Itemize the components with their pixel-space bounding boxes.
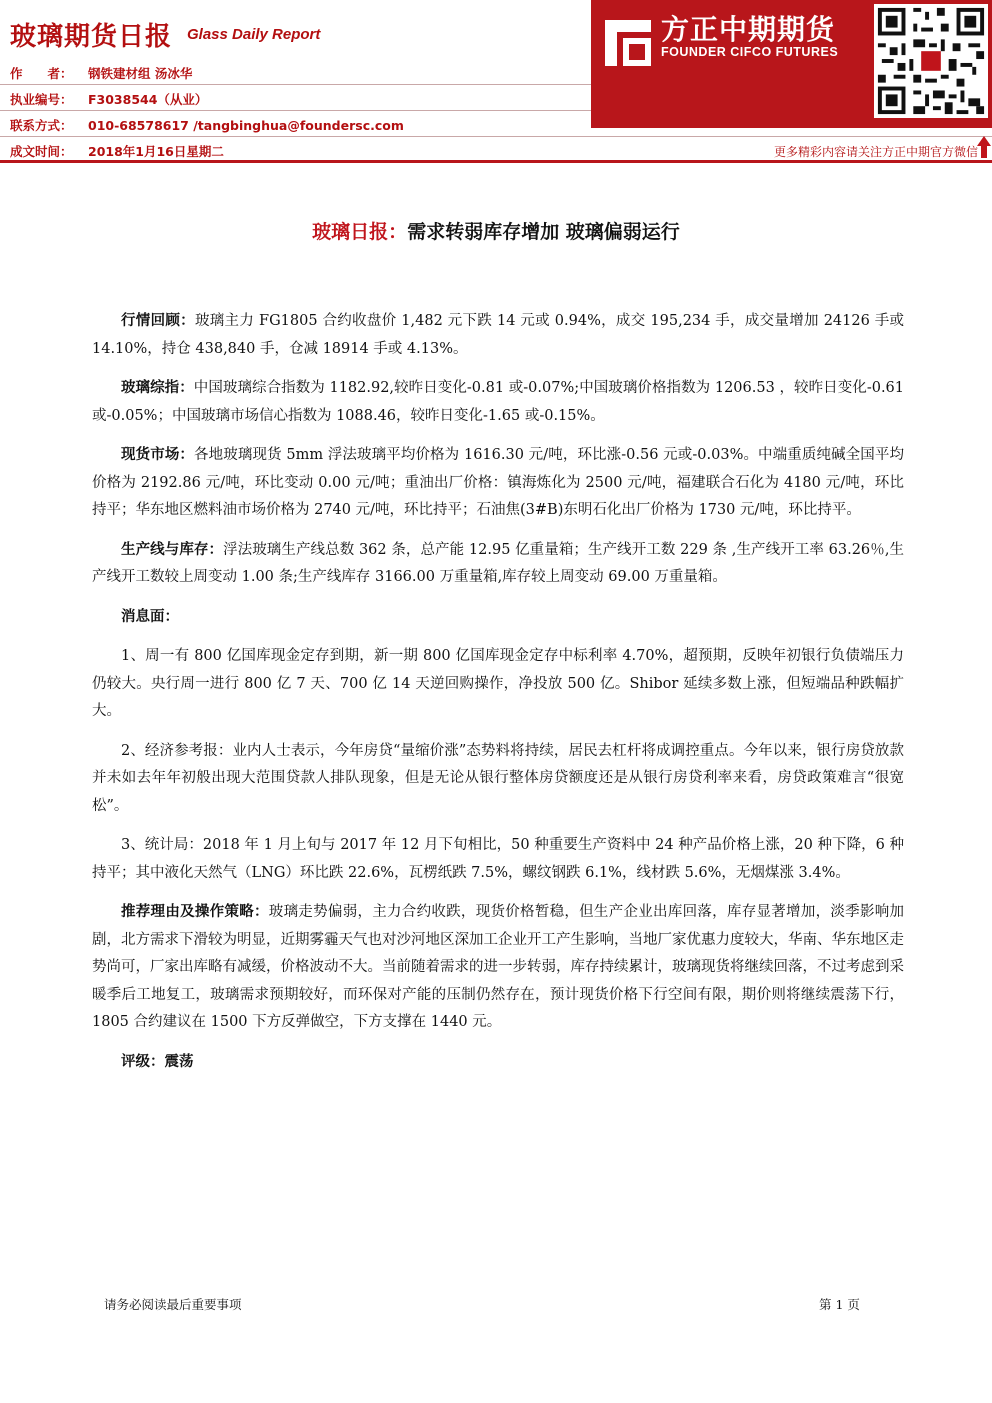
meta-date-key: 成文时间：	[10, 144, 73, 159]
meta-date-value: 2018年1月16日星期二	[88, 144, 224, 159]
section-news-heading	[92, 604, 904, 632]
meta-license-value: F3038544（从业）	[88, 92, 208, 107]
meta-author-key: 作 者：	[10, 66, 73, 81]
section-text: 玻璃主力 FG1805 合约收盘价 1,482 元下跌 14 元或 0.94%，成交 195,234 手，成交量增加 24126 手或 14.10%，持仓 438,840 手，仓减 18914 手或 4.13%。	[92, 313, 905, 357]
meta-date	[10, 142, 224, 160]
meta-author	[10, 64, 192, 82]
qr-code-icon	[874, 4, 988, 118]
follow-wechat-text: 更多精彩内容请关注方正中期官方微信	[773, 145, 978, 159]
founder-logo-icon	[605, 20, 651, 66]
section-label: 生产线与库存：	[121, 541, 224, 558]
brand-name-cn: 方正中期期货	[661, 13, 836, 46]
headline	[0, 217, 992, 244]
section-label: 玻璃综指：	[121, 380, 194, 396]
up-arrow-icon	[976, 134, 992, 160]
page-number: 第 1 页	[819, 1297, 860, 1312]
report-title: 玻璃期货日报	[10, 22, 173, 52]
meta-author-value: 钢铁建材组 汤冰华	[88, 66, 193, 81]
section-production	[92, 537, 904, 592]
section-label: 评级：	[121, 1053, 165, 1070]
footer-notice: 请务必阅读最后重要事项	[104, 1297, 242, 1312]
section-label: 推荐理由及操作策略：	[121, 904, 269, 920]
meta-license-key: 执业编号：	[10, 92, 73, 107]
section-text: 玻璃走势偏弱，主力合约收跌，现货价格暂稳，但生产企业出库回落，库存显著增加，淡季影响加剧，北方需求下滑较为明显，近期雾霾天气也对沙河地区深加工企业开工产生影响，当地厂家优惠力度较大，华南、华东地区走势尚可，厂家出库略有减缓，价格波动不大。当前随着需求的进一步转弱，库存持续累计，玻璃现货将继续回落，不过考虑到采暖季后工地复工，玻璃需求预期较好，而环保对产能的压制仍然存在，预计现货价格下行空间有限，期价则将继续震荡下行，1805 合约建议在 1500 下方反弹做空，下方支撑在 1440 元。	[92, 904, 905, 1030]
meta-divider	[0, 136, 992, 137]
meta-contact-value[interactable]: 010-68578617 /tangbinghua@foundersc.com	[88, 118, 404, 133]
section-label: 消息面：	[121, 608, 179, 625]
report-header	[0, 0, 992, 165]
section-text: 中国玻璃综合指数为 1182.92,较昨日变化-0.81 或-0.07%;中国玻璃价格指数为 1206.53 ，较昨日变化-0.61 或-0.05%；中国玻璃市场信心指数为 1088.46，较昨日变化-1.65 或-0.15%。	[92, 380, 905, 424]
brand-box	[591, 0, 992, 128]
brand-name-en: FOUNDER CIFCO FUTURES	[661, 45, 839, 59]
section-text: 浮法玻璃生产线总数 362 条，总产能 12.95 亿重量箱；生产线开工数 229 条 ,生产线开工率 63.26％,生产线开工数较上周变动 1.00 条;生产线库存 3166.00 万重量箱,库存较上周变动 69.00 万重量箱。	[92, 541, 905, 585]
report-title-en: Glass Daily Report	[187, 26, 321, 43]
section-spot-market	[92, 442, 904, 525]
meta-contact	[10, 116, 404, 134]
section-text: 各地玻璃现货 5mm 浮法玻璃平均价格为 1616.30 元/吨，环比涨-0.56 元或-0.03%。中端重质纯碱全国平均价格为 2192.86 元/吨，环比变动 0.00 元/吨；重油出厂价格：镇海炼化为 2500 元/吨，福建联合石化为 4180 元/吨，环比持平；华东地区燃料油市场价格为 2740 元/吨，环比持平；石油焦(3#B)东明石化出厂价格为 1730 元/吨，环比持平。	[92, 447, 904, 518]
headline-prefix: 玻璃日报：	[312, 221, 408, 243]
section-market-review	[92, 308, 904, 363]
section-rating	[92, 1049, 904, 1077]
section-label: 行情回顾：	[121, 313, 195, 329]
section-glass-index	[92, 375, 904, 430]
section-label: 现货市场：	[121, 447, 195, 463]
meta-license	[10, 90, 207, 108]
news-item: 2、经济参考报：业内人士表示，今年房贷“量缩价涨”态势料将持续，居民去杠杆将成调控重点。今年以来，银行房贷放款并未如去年年初般出现大范围贷款人排队现象，但是无论从银行整体房贷额度还是从银行房贷利率来看，房贷政策难言“很宽松”。	[92, 742, 904, 814]
header-divider	[0, 160, 992, 163]
headline-title: 需求转弱库存增加 玻璃偏弱运行	[407, 221, 680, 243]
news-item: 3、统计局：2018 年 1 月上旬与 2017 年 12 月下旬相比，50 种重要生产资料中 24 种产品价格上涨，20 种下降，6 种持平；其中液化天然气（LNG）环比跌 22.6%，瓦楞纸跌 7.5%，螺纹钢跌 6.1%，线材跌 5.6%，无烟煤涨 3.4%。	[92, 837, 904, 881]
report-body	[92, 308, 904, 1088]
section-strategy	[92, 899, 904, 1037]
rating-value: 震荡	[164, 1053, 194, 1070]
meta-contact-key: 联系方式：	[10, 118, 73, 133]
news-item: 1、周一有 800 亿国库现金定存到期，新一期 800 亿国库现金定存中标利率 4.70%，超预期，反映年初银行负债端压力仍较大。央行周一进行 800 亿 7 天、700 亿 14 天逆回购操作，净投放 500 亿。Shibor 延续多数上涨，但短端品种跌幅扩大。	[92, 648, 904, 719]
